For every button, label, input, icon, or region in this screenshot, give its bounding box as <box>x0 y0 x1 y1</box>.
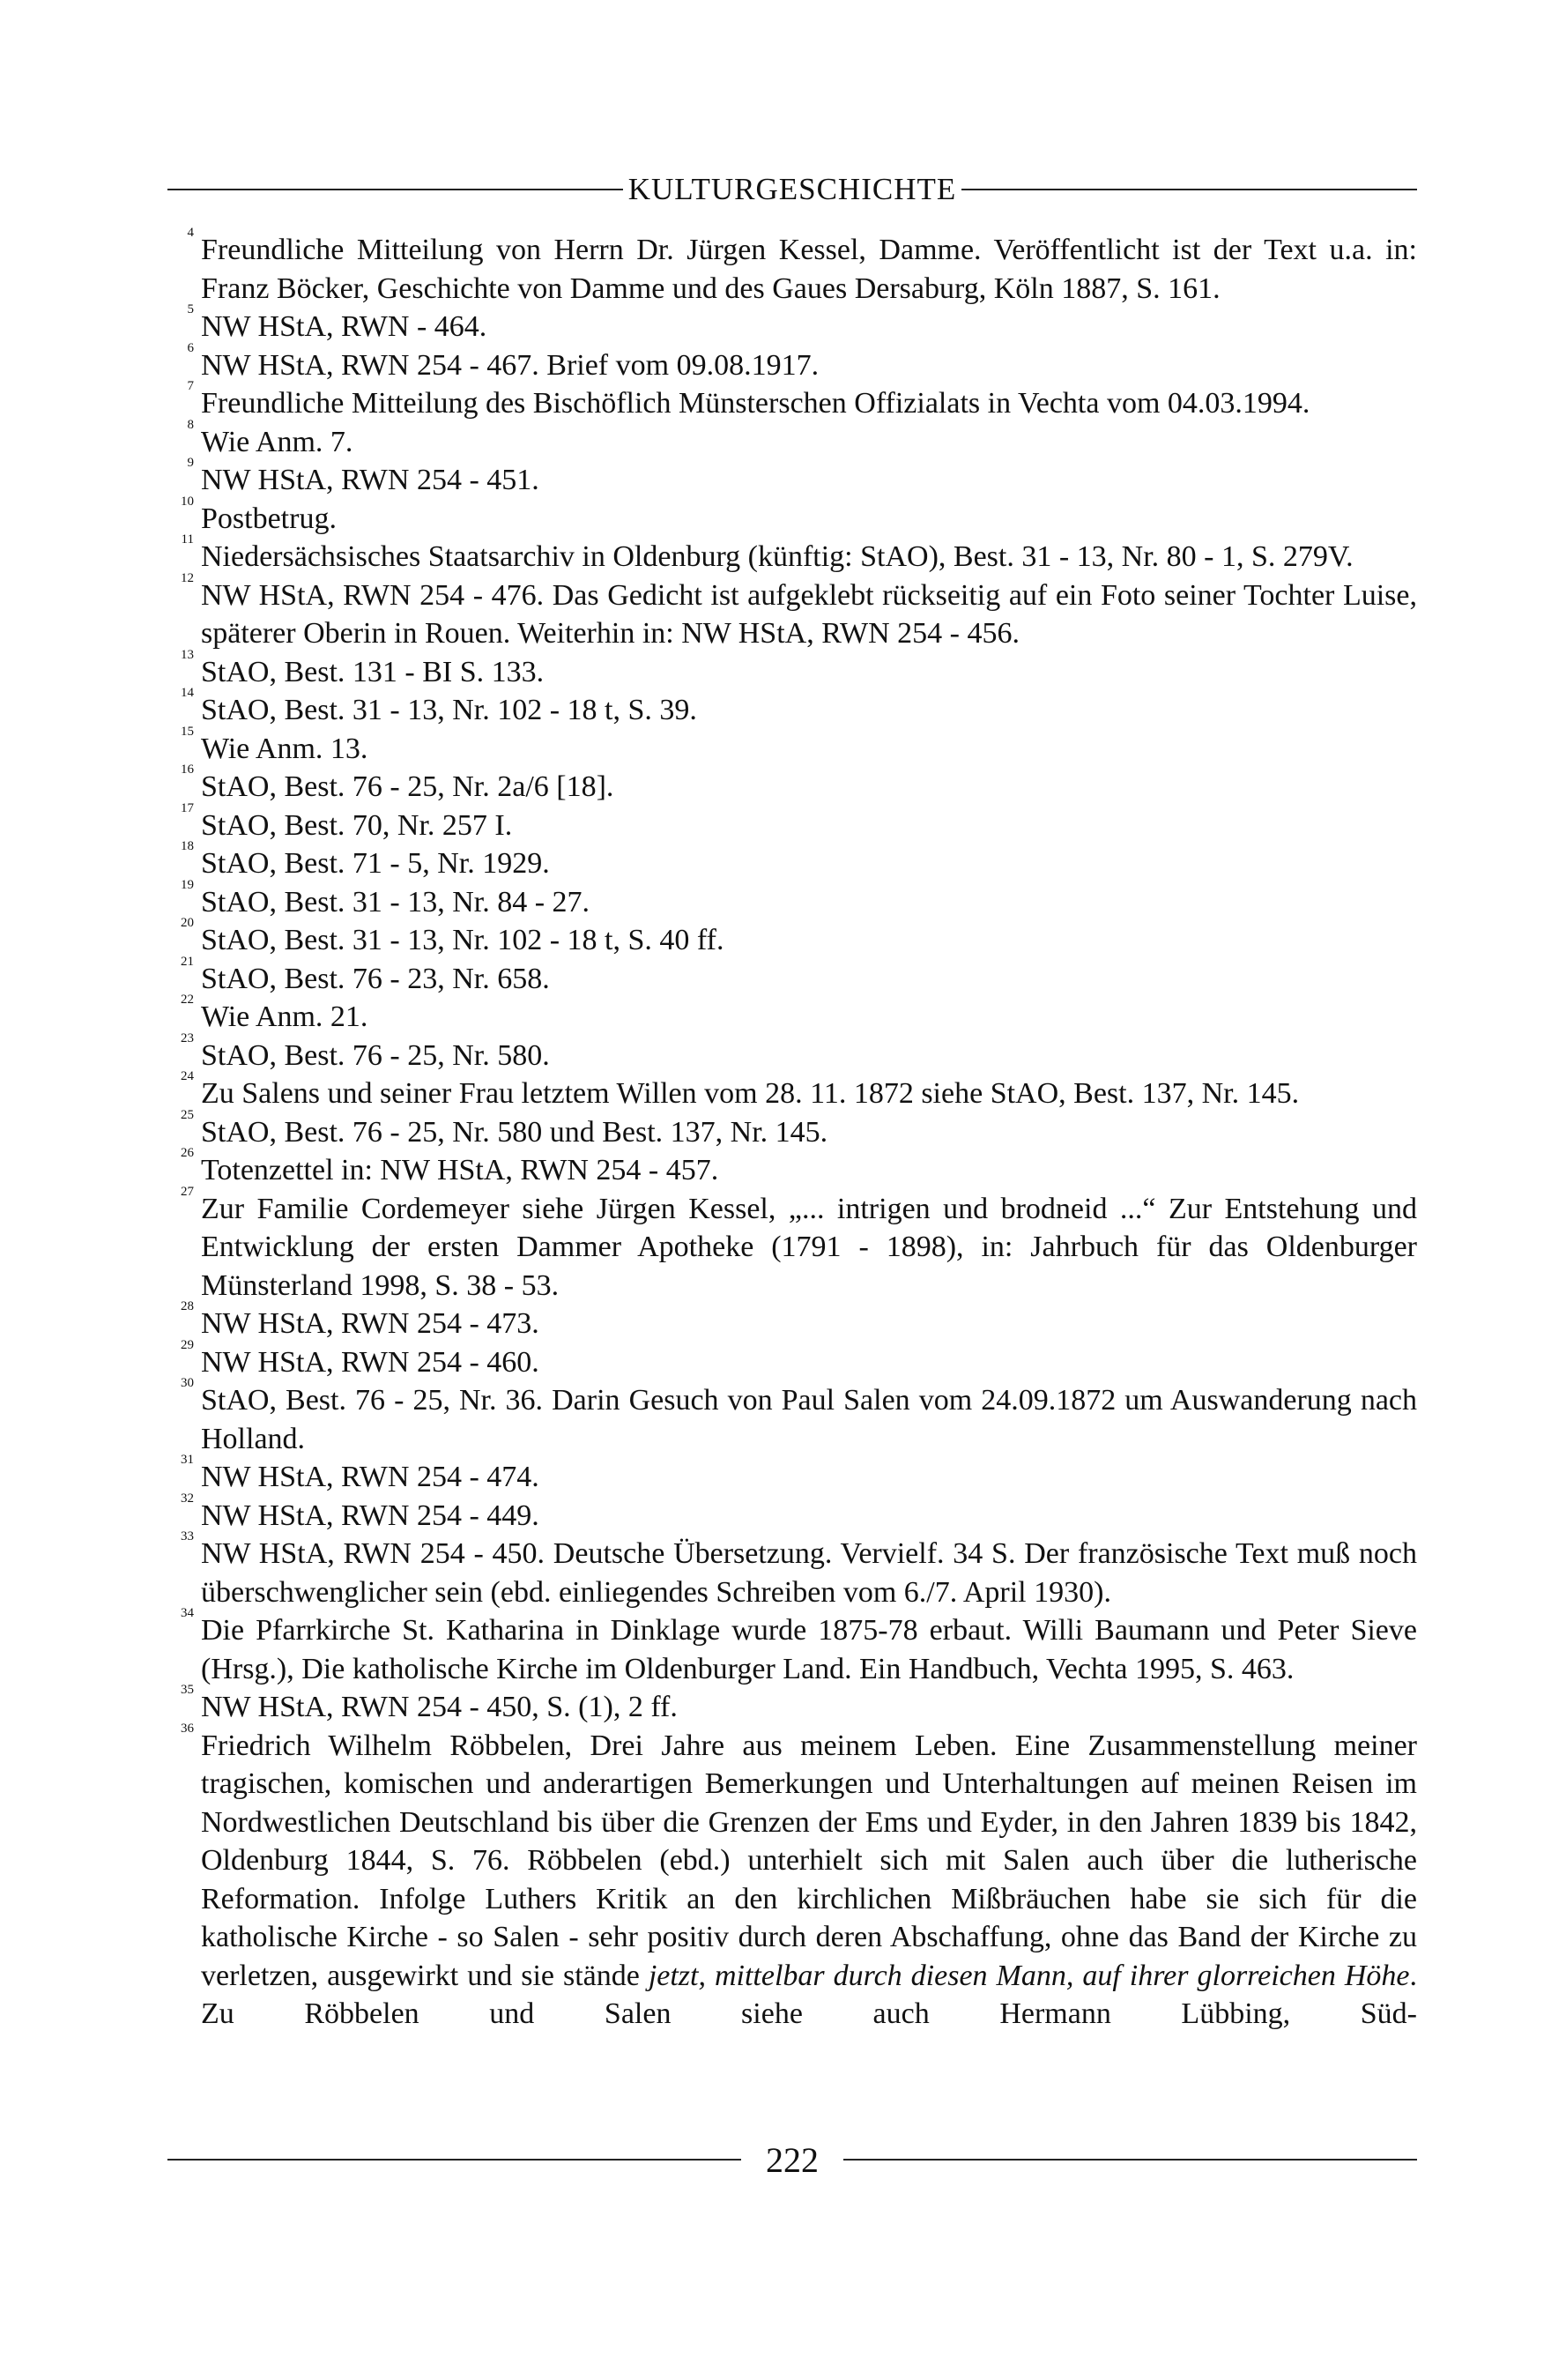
footnote <box>167 302 1417 346</box>
footnote-text: StAO, Best. 71 - 5, Nr. 1929. <box>201 847 550 880</box>
footnote <box>167 1030 1417 1075</box>
footnote-number: 17 <box>181 800 194 815</box>
footnote <box>167 456 1417 500</box>
footnote-number: 29 <box>181 1337 194 1352</box>
footnote <box>167 800 1417 845</box>
footnote-number: 14 <box>181 686 194 700</box>
footnote <box>167 1529 1417 1611</box>
footnote-number: 5 <box>187 302 194 316</box>
footnote-text: Freundliche Mitteilung des Bischöflich Münsterschen Offizialats in Vechta vom 04.03.1994. <box>201 387 1310 420</box>
footnote-number: 28 <box>181 1299 194 1313</box>
footnote-number: 30 <box>181 1376 194 1390</box>
page-footer <box>167 2133 1417 2186</box>
footnote-number: 24 <box>181 1069 194 1083</box>
footnote-number: 35 <box>181 1683 194 1697</box>
footnote <box>167 340 1417 385</box>
footnote-text: NW HStA, RWN 254 - 450, S. (1), 2 ff. <box>201 1691 678 1723</box>
footnote <box>167 839 1417 883</box>
footnote-text: StAO, Best. 70, Nr. 257 I. <box>201 808 513 842</box>
footnote-text: StAO, Best. 31 - 13, Nr. 102 - 18 t, S. 40 ff. <box>201 924 724 956</box>
footnote-text: NW HStA, RWN 254 - 474. <box>201 1461 539 1493</box>
footnote-text: Die Pfarrkirche St. Katharina in Dinklage wurde 1875-78 erbaut. Willi Baumann und Peter Sieve (Hrsg.), Die katholische Kirche im Oldenburger Land. Ein Handbuch, Vechta 1995, S. 463. <box>201 1614 1417 1685</box>
footnote-text: StAO, Best. 76 - 23, Nr. 658. <box>201 962 550 995</box>
header-rule-left <box>167 189 623 190</box>
running-header <box>167 165 1417 214</box>
footnote-text: NW HStA, RWN 254 - 460. <box>201 1345 539 1379</box>
footnote-text: Niedersächsisches Staatsarchiv in Oldenburg (künftig: StAO), Best. 31 - 13, Nr. 80 - 1, S. 279V. <box>201 540 1354 573</box>
footnote-text: Wie Anm. 13. <box>201 732 368 765</box>
footnote-number: 7 <box>187 379 194 393</box>
footer-rule-right <box>843 2159 1417 2161</box>
footnote-text-part: Friedrich Wilhelm Röbbelen, Drei Jahre aus meinem Leben. Eine Zusammenstellung meiner tragischen, komischen und anderartigen Bemerkungen und Unterhaltungen auf meinen Reisen im Nordwestlichen Deutschland bis über die Grenzen der Ems und Eyder, in den Jahren 1839 bis 1842, Oldenburg 1844, S. 76. Röbbelen (ebd.) unterhielt sich mit Salen auch über die lutherische Reformation. Infolge Luthers Kritik an den kirchlichen Mißbräuchen habe sie sich für die katholische Kirche - so Salen - sehr positiv durch deren Abschaffung, ohne das Band der Kirche zu verletzen, ausgewirkt und sie stände <box>201 1729 1417 1992</box>
footnote-text: Totenzettel in: NW HStA, RWN 254 - 457. <box>201 1154 719 1186</box>
footnote-number: 26 <box>181 1146 194 1160</box>
footnote <box>167 1337 1417 1382</box>
footnote-number: 6 <box>187 340 194 355</box>
footnote-number: 19 <box>181 877 194 892</box>
footnote-text: NW HStA, RWN 254 - 467. Brief vom 09.08.1917. <box>201 348 820 382</box>
footnote-italic-quote: jetzt, mittelbar durch diesen Mann, auf ihrer glorreichen Höhe <box>648 1959 1410 1992</box>
header-rule-right <box>961 189 1417 190</box>
footnote <box>167 877 1417 922</box>
footnote <box>167 1069 1417 1113</box>
footnote-number: 36 <box>181 1721 194 1736</box>
footnote-text: StAO, Best. 76 - 25, Nr. 2a/6 [18]. <box>201 770 614 803</box>
footnote-text: NW HStA, RWN 254 - 449. <box>201 1499 539 1532</box>
footnote-number: 8 <box>187 417 194 432</box>
footnote-number: 9 <box>187 456 194 470</box>
footnote <box>167 916 1417 960</box>
footnotes-list <box>167 226 1417 2034</box>
footer-rule-left <box>167 2159 741 2161</box>
footnote <box>167 1606 1417 1688</box>
footnote-text: Postbetrug. <box>201 502 337 535</box>
footnote <box>167 724 1417 769</box>
footnote <box>167 1376 1417 1458</box>
footnote <box>167 1683 1417 1727</box>
footnote-text: Wie Anm. 7. <box>201 425 353 458</box>
footnote-number: 13 <box>181 647 194 662</box>
footnote-number: 18 <box>181 839 194 853</box>
footnote <box>167 1721 1417 2034</box>
footnote-text: Zu Salens und seiner Frau letztem Willen vom 28. 11. 1872 siehe StAO, Best. 137, Nr. 145. <box>201 1077 1300 1110</box>
footnote <box>167 993 1417 1037</box>
footnote <box>167 1453 1417 1497</box>
footnote-number: 32 <box>181 1491 194 1506</box>
footnote-text: Freundliche Mitteilung von Herrn Dr. Jürgen Kessel, Damme. Veröffentlicht ist der Text u.a. in: Franz Böcker, Geschichte von Damme und des Gaues Dersaburg, Köln 1887, S. 161. <box>201 234 1417 305</box>
footnote-text: StAO, Best. 76 - 25, Nr. 580. <box>201 1038 550 1072</box>
footnote <box>167 1491 1417 1536</box>
footnote <box>167 954 1417 999</box>
footnote-number: 23 <box>181 1030 194 1045</box>
footnote-number: 12 <box>181 570 194 585</box>
footnote <box>167 1184 1417 1305</box>
footnote-number: 16 <box>181 762 194 777</box>
footnote-text: Wie Anm. 21. <box>201 1000 368 1033</box>
footnote-text: NW HStA, RWN - 464. <box>201 310 487 343</box>
footnote-number: 34 <box>181 1606 194 1620</box>
footnote-number: 20 <box>181 916 194 930</box>
footnote-number: 10 <box>181 494 194 509</box>
footnote-text: NW HStA, RWN 254 - 451. <box>201 464 539 496</box>
footnote-text: StAO, Best. 31 - 13, Nr. 84 - 27. <box>201 885 590 919</box>
footnote-number: 21 <box>181 954 194 969</box>
footnote-number: 4 <box>187 226 194 240</box>
footnote-text: NW HStA, RWN 254 - 450. Deutsche Übersetzung. Vervielf. 34 S. Der französische Text muß noch überschwenglicher sein (ebd. einliegendes Schreiben vom 6./7. April 1930). <box>201 1537 1417 1609</box>
footnote-text: StAO, Best. 76 - 25, Nr. 36. Darin Gesuch von Paul Salen vom 24.09.1872 um Auswanderung nach Holland. <box>201 1384 1417 1455</box>
footnote <box>167 1299 1417 1343</box>
footnote-number: 33 <box>181 1529 194 1543</box>
footnote <box>167 226 1417 308</box>
footnote-number: 25 <box>181 1107 194 1122</box>
footnote-number: 11 <box>181 532 194 547</box>
footnote-text <box>201 1727 1417 2034</box>
footnote-text: NW HStA, RWN 254 - 473. <box>201 1307 539 1340</box>
footnote <box>167 570 1417 653</box>
footnote <box>167 494 1417 539</box>
footnote-number: 31 <box>181 1453 194 1467</box>
header-title: KULTURGESCHICHTE <box>627 172 957 206</box>
footnote-text: StAO, Best. 76 - 25, Nr. 580 und Best. 137, Nr. 145. <box>201 1115 828 1149</box>
footnote <box>167 1107 1417 1152</box>
footnote <box>167 1146 1417 1190</box>
footnote-text: Zur Familie Cordemeyer siehe Jürgen Kessel, „... intrigen und brodneid ...“ Zur Entstehung und Entwicklung der ersten Dammer Apotheke (1791 - 1898), in: Jahrbuch für das Oldenburger Münsterland 1998, S. 38 - 53. <box>201 1192 1417 1302</box>
footnote <box>167 762 1417 807</box>
footnote-number: 22 <box>181 993 194 1007</box>
footnote <box>167 379 1417 423</box>
footnote-number: 15 <box>181 724 194 739</box>
footnote-text: StAO, Best. 131 - BI S. 133. <box>201 655 545 688</box>
footnote-number: 27 <box>181 1184 194 1199</box>
footnote-text: NW HStA, RWN 254 - 476. Das Gedicht ist aufgeklebt rückseitig auf ein Foto seiner Tochter Luise, späterer Oberin in Rouen. Weiterhin in: NW HStA, RWN 254 - 456. <box>201 578 1417 650</box>
footnote <box>167 417 1417 462</box>
page-number: 222 <box>766 2139 819 2180</box>
footnote <box>167 686 1417 730</box>
footnote <box>167 647 1417 692</box>
footnote-text-part: . Zu Röbbelen und Salen siehe auch Hermann Lübbing, Süd- <box>201 1959 1417 2030</box>
footnote-text: StAO, Best. 31 - 13, Nr. 102 - 18 t, S. 39. <box>201 694 697 726</box>
footnote <box>167 532 1417 576</box>
